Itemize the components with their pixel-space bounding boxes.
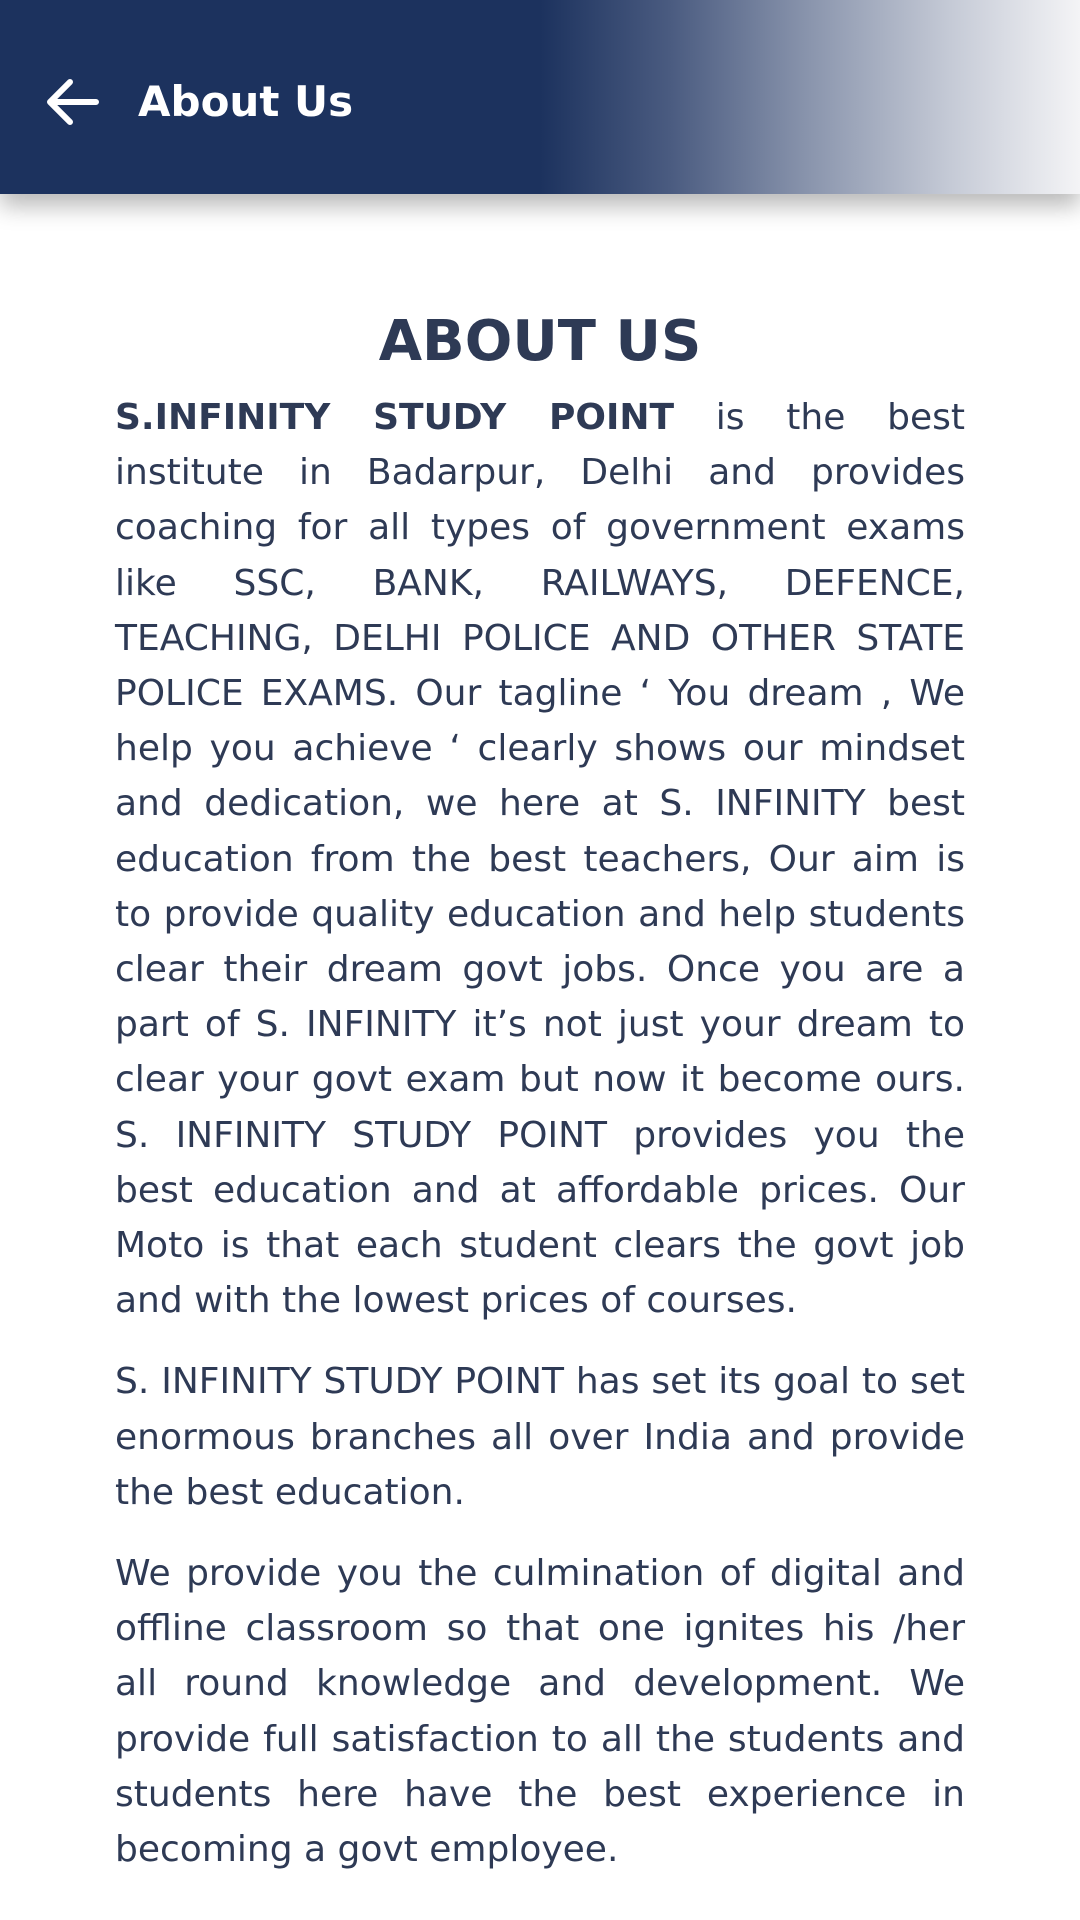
intro-text: is the best institute in Badarpur, Delhi and provides coaching for all types of government exams like SSC, BANK, RAILWAYS, DEFENCE, TEACHING, DELHI POLICE AND OTHER STATE POLICE EXAMS. Our tagline ‘ You dream , We help you achieve ‘ clearly shows our mindset and dedication, we here at S. INFINITY best education from the best teachers, Our aim is to provide quality education and help students clear their dream govt jobs. Once you are a part of S. INFINITY it’s not just your dream to clear your govt exam but now it become ours. S. INFINITY STUDY POINT provides you the best education and at affordable prices. Our Moto is that each student clears the govt job and with the lowest prices of courses.: [115, 397, 965, 1322]
page-title: About Us: [138, 77, 354, 126]
about-content: [115, 300, 965, 1903]
goal-paragraph: S. INFINITY STUDY POINT has set its goal to set enormous branches all over India and provide the best education.: [115, 1361, 965, 1513]
arrow-left-icon: [38, 70, 108, 134]
app-bar: [0, 0, 1080, 194]
brand-name: S.INFINITY STUDY POINT: [115, 397, 675, 438]
about-heading: ABOUT US: [378, 309, 702, 374]
offering-paragraph: We provide you the culmination of digital and offline classroom so that one ignites his /her all round knowledge and development. We provide full satisfaction to all the students and students here have the best experience in becoming a govt employee.: [115, 1553, 965, 1871]
back-button[interactable]: [38, 70, 108, 134]
intro-paragraph: [115, 390, 965, 1328]
